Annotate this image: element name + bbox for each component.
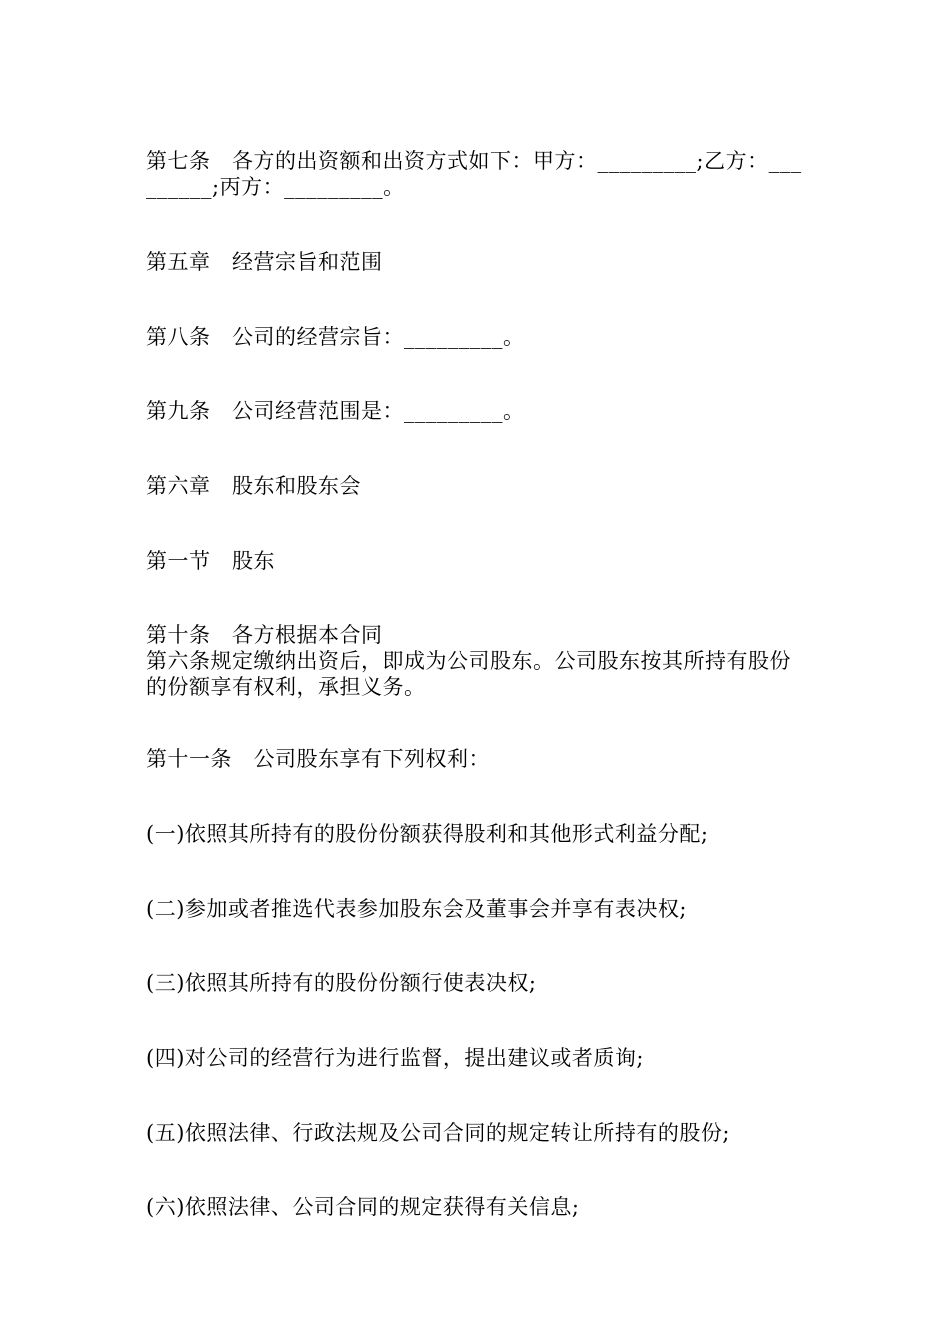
article-10-continuation: 第六条规定缴纳出资后，即成为公司股东。公司股东按其所持有股份的份额享有权利，承担义务。: [146, 649, 791, 699]
right-item-1: (一)依照其所持有的股份份额获得股利和其他形式利益分配;: [146, 822, 709, 846]
chapter-6-heading: 第六章 股东和股东会: [146, 474, 361, 498]
right-item-5: (五)依照法律、行政法规及公司合同的规定转让所持有的股份;: [146, 1121, 730, 1145]
right-item-4: (四)对公司的经营行为进行监督，提出建议或者质询;: [146, 1046, 644, 1070]
article-9-paragraph: 第九条 公司经营范围是：_________。: [146, 399, 525, 423]
right-item-2: (二)参加或者推选代表参加股东会及董事会并享有表决权;: [146, 897, 687, 921]
right-item-6: (六)依照法律、公司合同的规定获得有关信息;: [146, 1195, 580, 1219]
article-10-paragraph: 第十条 各方根据本合同: [146, 623, 383, 647]
section-1-heading: 第一节 股东: [146, 549, 275, 573]
article-11-paragraph: 第十一条 公司股东享有下列权利：: [146, 747, 490, 771]
chapter-5-heading: 第五章 经营宗旨和范围: [146, 250, 383, 274]
article-8-paragraph: 第八条 公司的经营宗旨：_________。: [146, 325, 525, 349]
right-item-3: (三)依照其所持有的股份份额行使表决权;: [146, 971, 537, 995]
article-7-paragraph: 第七条 各方的出资额和出资方式如下：甲方：_________;乙方：_________;丙方：_________。: [146, 149, 802, 199]
